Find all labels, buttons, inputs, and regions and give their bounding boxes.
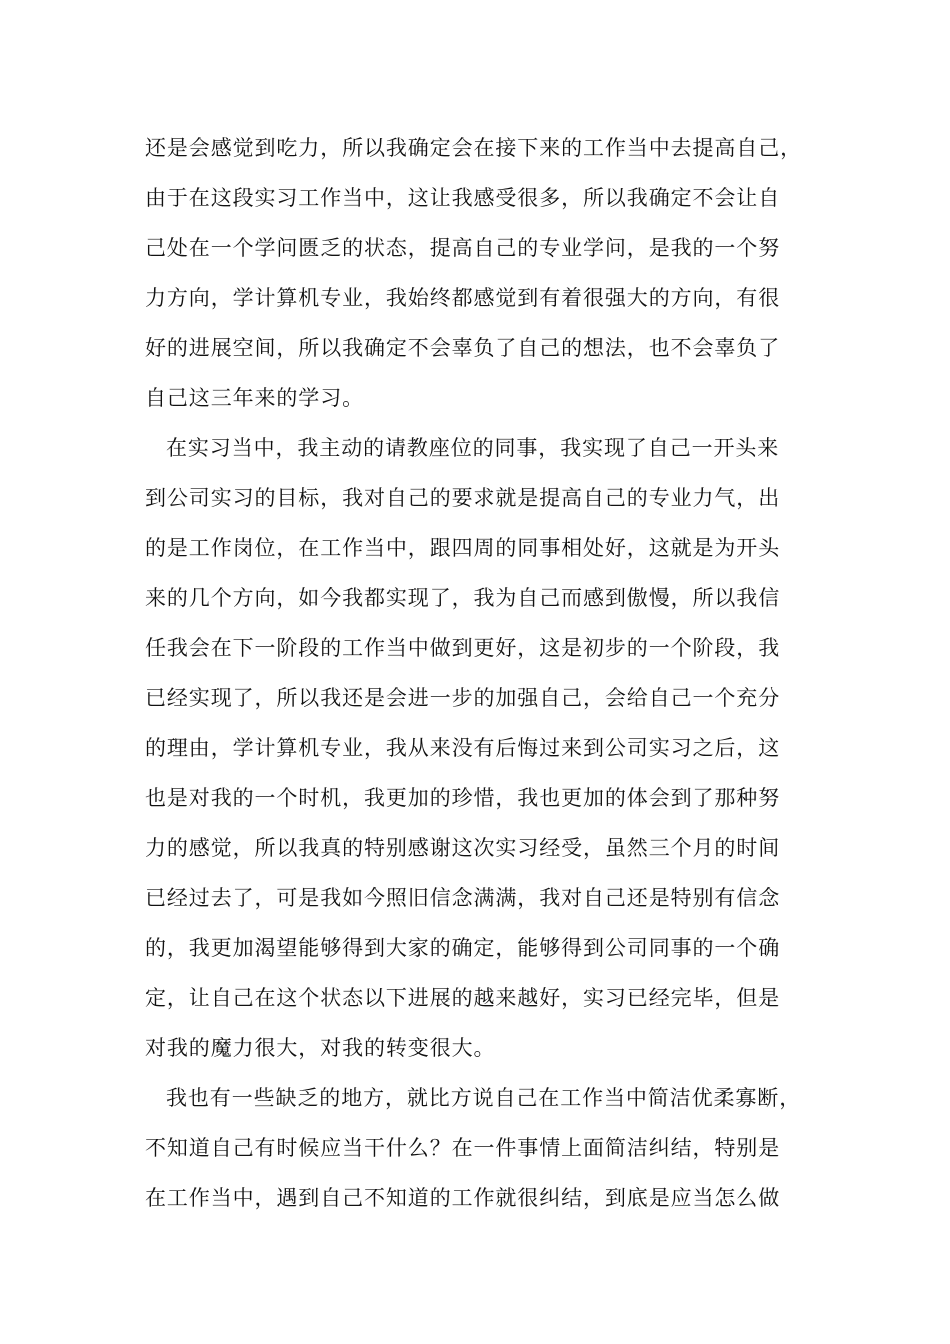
text-line: 的是工作岗位，在工作当中，跟四周的同事相处好，这就是为开头 <box>145 536 781 560</box>
text-line: 己处在一个学问匮乏的状态，提高自己的专业学问，是我的一个努 <box>145 236 781 260</box>
text-line: 力的感觉，所以我真的特别感谢这次实习经受，虽然三个月的时间 <box>145 836 781 860</box>
text-line: 到公司实习的目标，我对自己的要求就是提高自己的专业力气，出 <box>145 486 781 510</box>
text-line: 已经实现了，所以我还是会进一步的加强自己，会给自己一个充分 <box>145 686 781 710</box>
text-line: 好的进展空间，所以我确定不会辜负了自己的想法，也不会辜负了 <box>145 336 781 360</box>
text-line: 在工作当中，遇到自己不知道的工作就很纠结，到底是应当怎么做 <box>145 1186 781 1210</box>
text-line: 还是会感觉到吃力，所以我确定会在接下来的工作当中去提高自己， <box>145 136 802 160</box>
text-line: 对我的魔力很大，对我的转变很大。 <box>145 1036 496 1060</box>
text-line: 不知道自己有时候应当干什么？在一件事情上面简洁纠结，特别是 <box>145 1136 781 1160</box>
text-line: 也是对我的一个时机，我更加的珍惜，我也更加的体会到了那种努 <box>145 786 781 810</box>
text-line: 力方向，学计算机专业，我始终都感觉到有着很强大的方向，有很 <box>145 286 781 310</box>
text-line: 的理由，学计算机专业，我从来没有后悔过来到公司实习之后，这 <box>145 736 781 760</box>
text-line: 我也有一些缺乏的地方，就比方说自己在工作当中简洁优柔寡断， <box>166 1086 802 1110</box>
text-line: 已经过去了，可是我如今照旧信念满满，我对自己还是特别有信念 <box>145 886 781 910</box>
text-line: 自己这三年来的学习。 <box>145 386 364 410</box>
text-line: 定，让自己在这个状态以下进展的越来越好，实习已经完毕，但是 <box>145 986 781 1010</box>
text-line: 来的几个方向，如今我都实现了，我为自己而感到傲慢，所以我信 <box>145 586 781 610</box>
text-line: 在实习当中，我主动的请教座位的同事，我实现了自己一开头来 <box>166 436 780 460</box>
text-line: 任我会在下一阶段的工作当中做到更好，这是初步的一个阶段，我 <box>145 636 781 660</box>
text-line: 的，我更加渴望能够得到大家的确定，能够得到公司同事的一个确 <box>145 936 781 960</box>
text-line: 由于在这段实习工作当中，这让我感受很多，所以我确定不会让自 <box>145 186 781 210</box>
